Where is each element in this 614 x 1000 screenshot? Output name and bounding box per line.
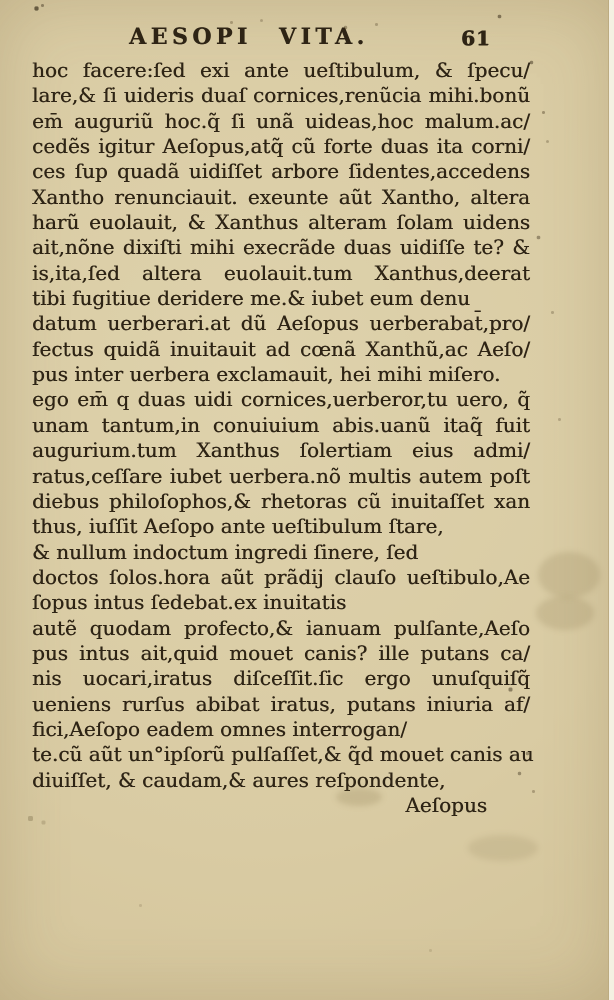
text-line: pus inter uerbera exclamauit, hei mihi miſero.	[32, 362, 501, 387]
text-line: em̄ auguriũ hoc.q̃ ſi unã uideas,hoc malum.ac/	[32, 108, 530, 133]
text-line: unam tantum,in conuiuium abis.uanũ itaq̃ fuit	[32, 412, 530, 437]
text-line: is,ita,ſed altera euolauit.tum Xanthus,deerat	[32, 260, 530, 285]
text-line: ait,nõne dixiſti mihi execrãde duas uidiſſe te? &	[32, 235, 530, 260]
text-line: nis uocari,iratus diſceſſit.ſic ergo unuſquiſq̃	[32, 666, 530, 691]
show-through-stain	[336, 788, 382, 806]
text-line: cedẽs igitur Aeſopus,atq̃ cũ forte duas ita corni/	[32, 134, 530, 159]
text-line: ces ſup quadã uidiſſet arbore ſidentes,accedens	[32, 159, 530, 184]
catchword: Aeſopus	[405, 792, 487, 817]
text-line: ego em̄ q duas uidi cornices,uerberor,tu uero, q̃	[32, 387, 530, 412]
text-line: fici,Aeſopo eadem omnes interrogan/	[32, 716, 407, 741]
text-line: diuiſſet, & caudam,& aures reſpondente,	[32, 767, 446, 792]
text-line: diebus philoſophos,& rhetoras cũ inuitaſſet xan	[32, 488, 530, 513]
text-line: autẽ quodam profecto,& ianuam pulſante,Aeſo	[32, 615, 530, 640]
catchword-line	[32, 793, 530, 819]
show-through-stain	[538, 552, 600, 598]
text-line: thus, iuſſit Aeſopo ante ueſtibulum ſtare,	[32, 514, 444, 539]
text-line: pus intus ait,quid mouet canis? ille putans ca/	[32, 640, 530, 665]
text-line: ſopus intus ſedebat.ex inuitatis	[32, 590, 347, 615]
running-header	[0, 24, 614, 54]
text-line: ratus,ceſſare iubet uerbera.nõ multis autem poſt	[32, 463, 530, 488]
ink-specks	[0, 0, 1, 1]
text-line: & nullum indoctum ingredi ſinere, ſed	[32, 539, 419, 564]
text-block	[32, 58, 534, 819]
text-line: hoc facere:ſed exi ante ueſtibulum, & ſpecu/	[32, 58, 530, 82]
text-line: augurium.tum Xanthus ſolertiam eius admi/	[32, 438, 530, 463]
text-line: fectus quidã inuitauit ad cœnã Xanthũ,ac Aeſo/	[32, 336, 530, 361]
text-line: ueniens rurſus abibat iratus, putans iniuria af/	[32, 691, 530, 716]
text-line: datum uerberari.at dũ Aeſopus uerberabat̄,pro/	[32, 311, 530, 336]
show-through-stain	[468, 835, 538, 861]
text-line: lare,& ſi uideris duaſ cornices,renũcia mihi.bonũ	[32, 83, 530, 108]
page-number: 61	[461, 26, 491, 50]
text-line: te.cũ aũt un°ipſorũ pulſaſſet,& q̃d mouet canis au	[32, 742, 534, 767]
text-line: tibi fugitiue deridere me.& iubet eum denu	[32, 286, 471, 311]
show-through-stain	[536, 596, 594, 630]
scan-edge	[608, 0, 614, 1000]
text-line: doctos ſolos.hora aũt prãdij clauſo ueſtibulo,Ae	[32, 564, 530, 589]
text-line: harũ euolauit, & Xanthus alteram ſolam uidens	[32, 210, 530, 235]
text-line: Xantho renunciauit. exeunte aũt Xantho, altera	[32, 184, 530, 209]
page-title: AESOPI VITA.	[129, 24, 369, 50]
